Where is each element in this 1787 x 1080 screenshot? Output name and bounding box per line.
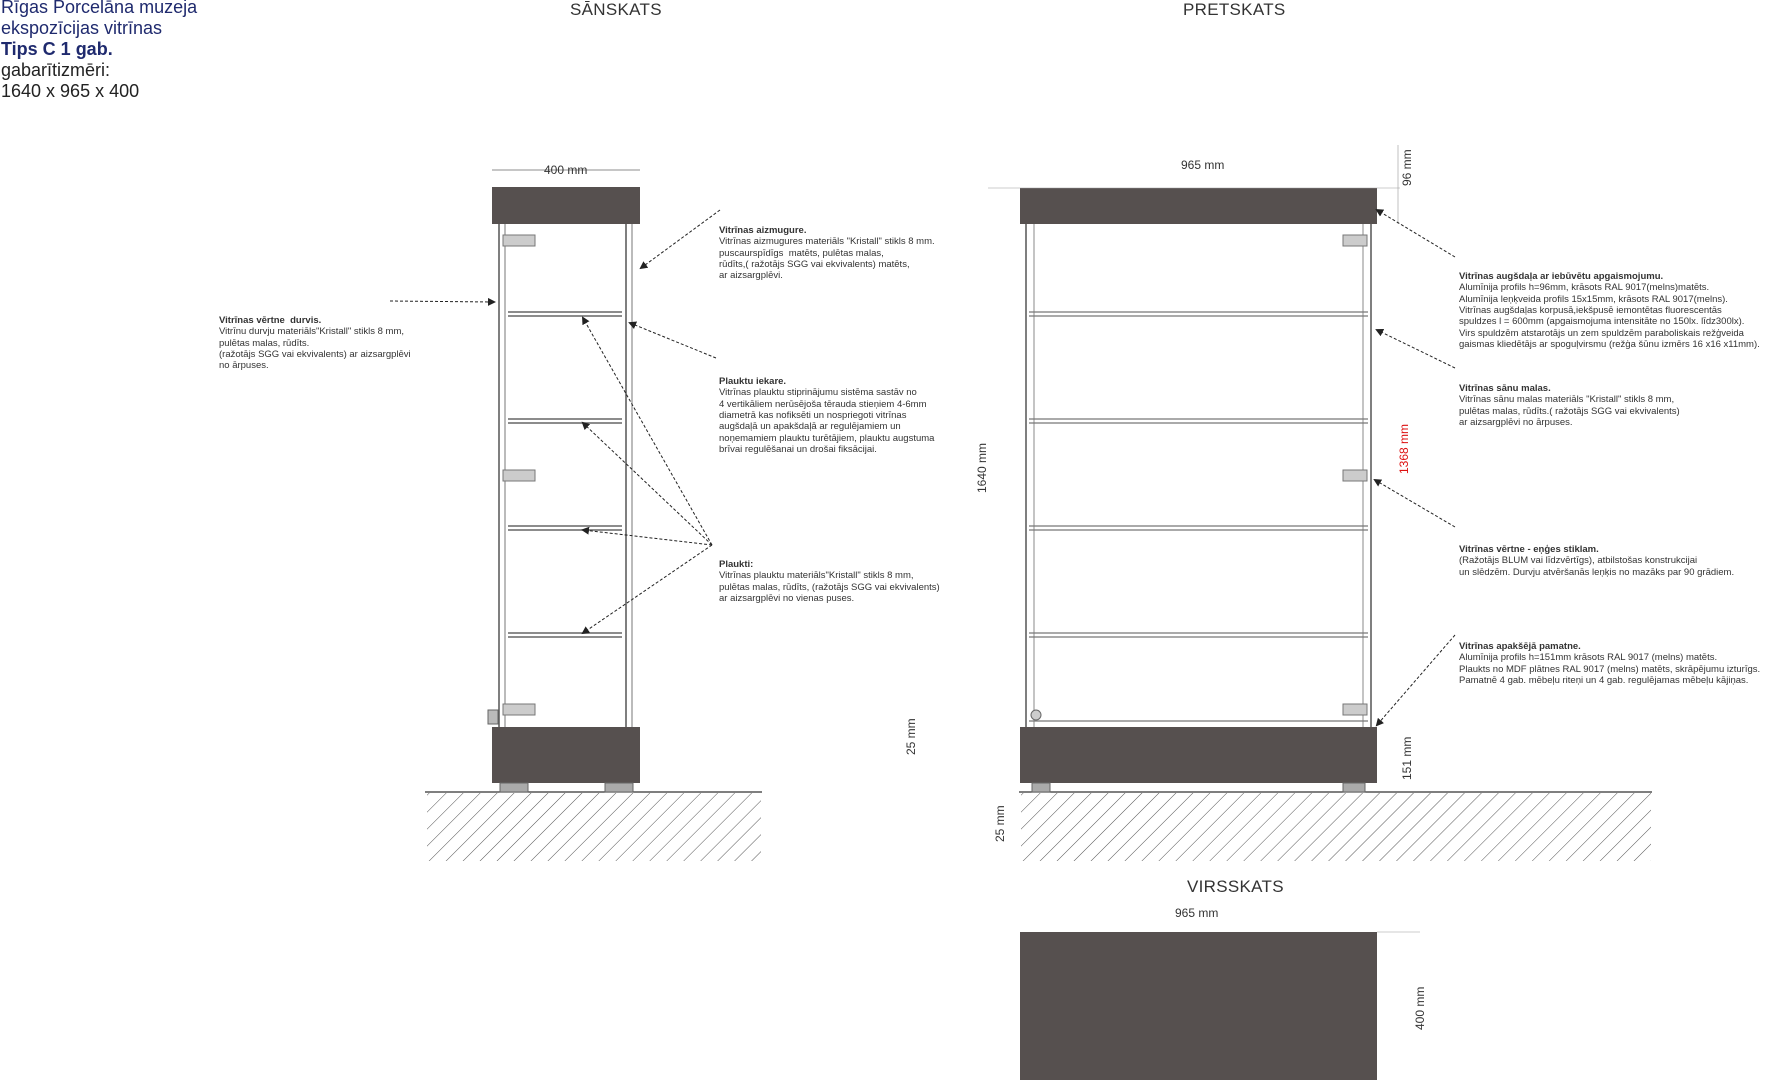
front-ground-hatch	[1021, 793, 1651, 861]
front-shelves	[1029, 312, 1368, 721]
side-view-title: SĀNSKATS	[570, 0, 662, 19]
side-ground-hatch	[427, 793, 761, 861]
front-glass-dim: 1368 mm	[1397, 423, 1411, 474]
note-side-edges-body: Vitrīnas sānu malas materiāls "Kristall" stikls 8 mm, pulētas malas, rūdīts.( ražotājs SGG vai ekvivalents) ar aizsargplēvi no ārpuses.	[1459, 394, 1680, 429]
note-shelf-mount	[719, 353, 934, 456]
note-hinged-door-heading: Vitrīnas vērtne - eņģes stiklam.	[1459, 543, 1599, 555]
side-foot-dim: 25 mm	[904, 718, 918, 755]
side-top-box	[492, 187, 640, 224]
note-side-edges-heading: Vitrīnas sānu malas.	[1459, 382, 1551, 394]
leader-lines	[390, 210, 1455, 725]
note-door-heading: Vitrīnas vērtne durvis.	[219, 314, 322, 326]
note-base	[1459, 618, 1760, 686]
note-back	[719, 202, 935, 282]
front-width-dim: 965 mm	[1181, 158, 1225, 172]
front-top-box	[1020, 188, 1377, 224]
note-shelf-mount-body: Vitrīnas plauktu stiprinājumu sistēma sastāv no 4 vertikāliem nerūsējoša tērauda stieņiem 4-6mm diametrā kas nofiksēti un nospriegoti vitrīnas augšdaļā un apakšdaļā ar regulējamiem un noņemamiem plauktu turētājiem, plauktu augstuma brīvai regulēšanai un drošai fiksācijai.	[719, 387, 935, 456]
top-view-title: VIRSSKATS	[1187, 877, 1284, 896]
note-shelves-heading: Plaukti:	[719, 558, 754, 570]
note-hinged-door-body: (Ražotājs BLUM vai līdzvērtīgs), atbilstošas konstrukcijai un slēdzēm. Durvju atvēršanās leņķis no mazāks par 90 grādiem.	[1459, 555, 1735, 578]
title-line-5: 1640 x 965 x 400	[1, 81, 140, 101]
note-back-body: Vitrīnas aizmugures materiāls "Kristall" stikls 8 mm. puscaurspīdīgs matēts, pulētas malas, rūdīts,( ražotājs SGG vai ekvivalents) matēts, ar aizsargplēvi.	[719, 236, 935, 282]
top-depth-dim: 400 mm	[1413, 986, 1427, 1030]
note-top-lighting-heading: Vitrīnas augšdaļa ar iebūvētu apgaismojumu.	[1459, 270, 1664, 282]
note-side-edges	[1459, 360, 1680, 428]
side-view	[425, 170, 762, 861]
front-view-title: PRETSKATS	[1183, 0, 1286, 19]
title-line-3: Tips C 1 gab.	[1, 39, 113, 59]
note-back-heading: Vitrīnas aizmugure.	[719, 224, 807, 236]
note-hinged-door	[1459, 521, 1734, 578]
front-height-dim: 1640 mm	[975, 442, 989, 493]
note-door	[219, 292, 411, 372]
note-shelves	[719, 536, 940, 604]
top-view	[1020, 932, 1420, 1080]
note-shelves-body: Vitrīnas plauktu materiāls"Kristall" stikls 8 mm, pulētas malas, rūdīts, (ražotājs SGG vai ekvivalents) ar aizsargplēvi no vienas puses.	[719, 570, 940, 605]
front-base-dim: 151 mm	[1400, 736, 1414, 780]
note-base-heading: Vitrīnas apakšējā pamatne.	[1459, 640, 1581, 652]
title-block	[1, 0, 197, 102]
title-line-4: gabarītizmēri:	[1, 60, 111, 80]
top-view-body	[1020, 932, 1377, 1080]
note-base-body: Alumīnija profils h=151mm krāsots RAL 9017 (melns) matēts. Plaukts no MDF plātnes RAL 9017 (melns) matēts, skrāpējumu izturīgs. Pamatnē 4 gab. mēbeļu riteņi un 4 gab. regulējamas mēbeļu kājiņas.	[1459, 652, 1761, 687]
title-line-1: Rīgas Porcelāna muzeja	[1, 0, 198, 17]
note-shelf-mount-heading: Plauktu iekare.	[719, 375, 787, 387]
note-top-lighting-body: Alumīnija profils h=96mm, krāsots RAL 9017(melns)matēts. Alumīnija leņķveida profils 15x15mm, krāsots RAL 9017(melns). Vitrīnas augšdaļas korpusā,iekšpusē iemontētas fluorescentās spuldzes l = 600mm (apgaismojuma intensitāte no 150lx. līdz300lx). Virs spuldzēm atstarotājs un zem spuldzēm paraboliskais režģveida gaismas kliedētājs ar spoguļvirsmu (režģa šūnu izmērs 16 x16 x11mm).	[1459, 282, 1760, 351]
front-foot-dim: 25 mm	[993, 805, 1007, 842]
title-line-2: ekspozīcijas vitrīnas	[1, 18, 163, 38]
side-width-dim: 400 mm	[544, 163, 588, 177]
note-door-body: Vitrīnu durvju materiāls"Kristall" stikls 8 mm, pulētas malas, rūdīts. (ražotājs SGG vai ekvivalents) ar aizsargplēvi no ārpuses.	[219, 326, 411, 372]
side-base	[492, 727, 640, 783]
front-top-dim: 96 mm	[1400, 149, 1414, 186]
top-width-dim: 965 mm	[1175, 906, 1219, 920]
front-base	[1020, 727, 1377, 783]
note-top-lighting	[1459, 248, 1760, 351]
